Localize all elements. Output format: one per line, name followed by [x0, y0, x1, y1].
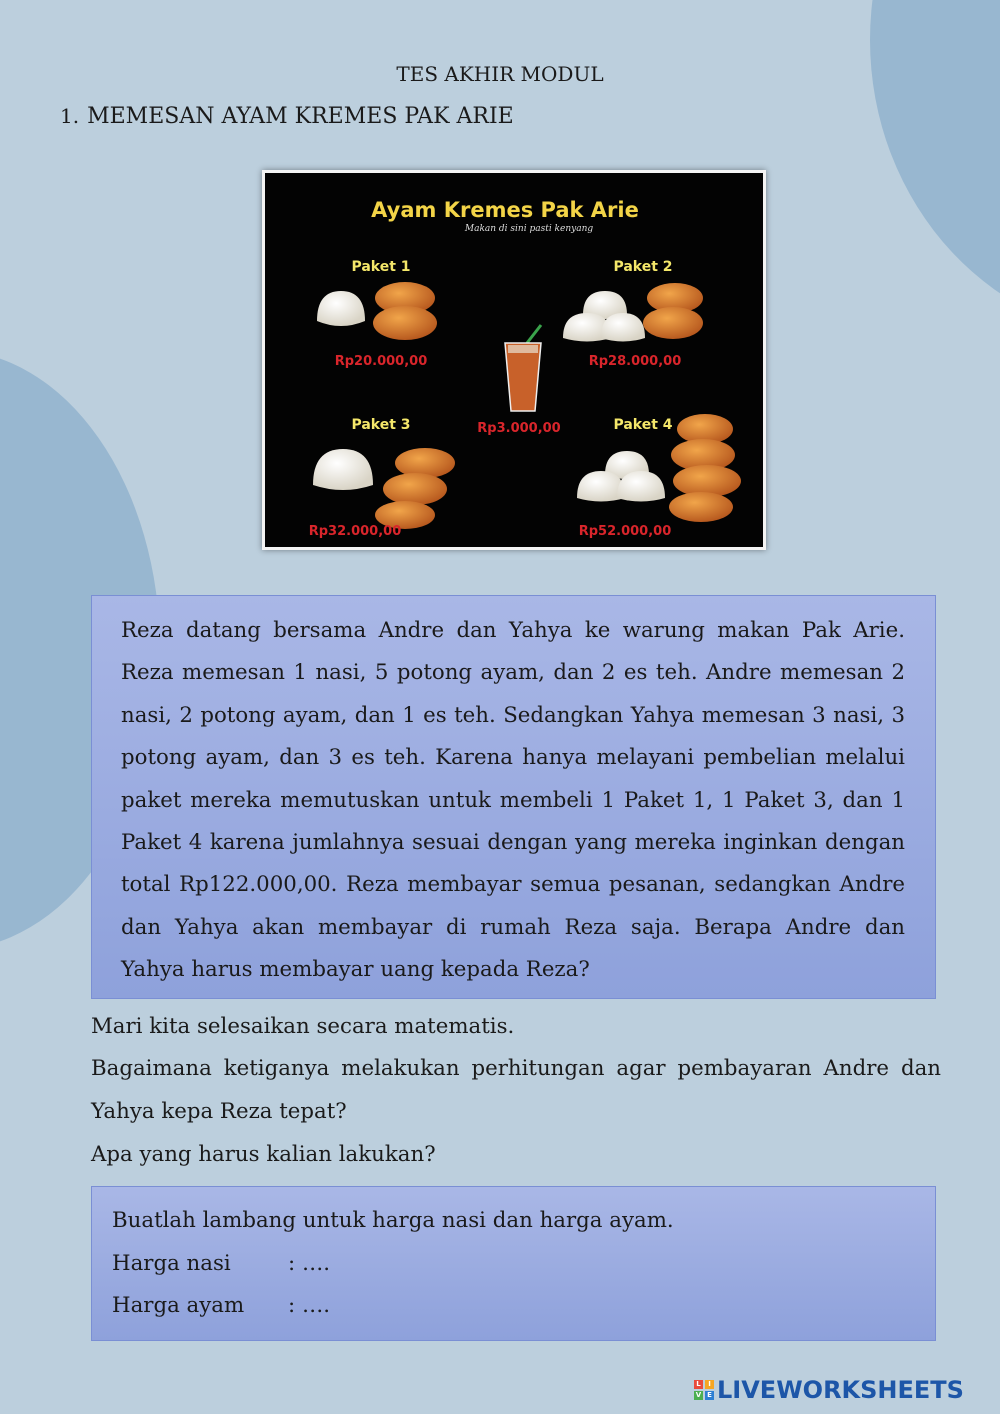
question-title: MEMESAN AYAM KREMES PAK ARIE	[87, 104, 514, 129]
menu-illustration	[265, 173, 763, 547]
menu-title: Ayam Kremes Pak Arie	[371, 198, 639, 222]
field-value-nasi[interactable]: : ….	[288, 1250, 331, 1276]
menu-tagline: Makan di sini pasti kenyang	[464, 224, 594, 234]
story-box	[91, 595, 936, 999]
question-heading	[60, 104, 514, 129]
paket-1-food	[317, 282, 437, 340]
paket-3-price: Rp32.000,00	[308, 524, 402, 539]
liveworksheets-text: LIVEWORKSHEETS	[717, 1376, 964, 1404]
paket-2-price: Rp28.000,00	[588, 354, 682, 369]
logo-tile-e: E	[705, 1391, 714, 1400]
prompt-line-2: Bagaimana ketiganya melakukan perhitungan agar pembayaran Andre dan	[91, 1056, 941, 1081]
logo-tile-l: L	[694, 1380, 703, 1389]
field-label: Harga ayam	[112, 1293, 245, 1318]
prompt-line-1: Mari kita selesaikan secara matematis.	[91, 1014, 515, 1039]
paket-4-price: Rp52.000,00	[578, 524, 672, 539]
prompt-line-3: Yahya kepa Reza tepat?	[91, 1099, 347, 1124]
decor-blob-top-right	[870, 0, 1000, 340]
story-text: Reza datang bersama Andre dan Yahya ke warung makan Pak Arie. Reza memesan 1 nasi, 5 potong ayam, dan 2 es teh. Andre memesan 2 nasi, 2 potong ayam, dan 1 es teh. Sedangkan Yahya memesan 3 nasi, 3 potong ayam, dan 3 es teh. Karena hanya melayani pembelian melalui paket mereka memutuskan untuk membeli 1 Paket 1, 1 Paket 3, dan 1 Paket 4 karena jumlahnya sesuai dengan yang mereka inginkan dengan total Rp122.000,00. Reza membayar semua pesanan, sedangkan Andre dan Yahya akan membayar di rumah Reza saja. Berapa Andre dan Yahya harus membayar uang kepada Reza?	[121, 618, 905, 983]
paket-1-price: Rp20.000,00	[334, 354, 428, 369]
drink-price: Rp3.000,00	[477, 421, 561, 436]
paket-2-food	[563, 283, 703, 342]
paket-3-label: Paket 3	[351, 417, 411, 433]
field-value-ayam[interactable]: : ….	[288, 1293, 331, 1318]
logo-tile-v: V	[695, 1391, 702, 1399]
paket-1-label: Paket 1	[351, 259, 411, 275]
iced-tea-icon	[505, 325, 541, 411]
paket-3-food	[313, 448, 455, 529]
field-label: Harga nasi	[112, 1250, 231, 1276]
prompt-line-4: Apa yang harus kalian lakukan?	[91, 1142, 436, 1167]
task-instruction: Buatlah lambang untuk harga nasi dan harga ayam.	[112, 1208, 674, 1233]
task-box	[91, 1186, 936, 1341]
paket-2-label: Paket 2	[613, 259, 673, 275]
liveworksheets-logo[interactable]	[694, 1375, 964, 1405]
paket-4-label: Paket 4	[613, 417, 673, 433]
liveworksheets-icon	[694, 1380, 714, 1400]
menu-image	[262, 170, 766, 550]
field-harga-ayam	[112, 1291, 915, 1334]
logo-tile-i: I	[705, 1380, 714, 1389]
question-number: 1.	[60, 104, 80, 128]
page-title: TES AKHIR MODUL	[396, 62, 604, 86]
field-harga-nasi	[112, 1249, 915, 1292]
